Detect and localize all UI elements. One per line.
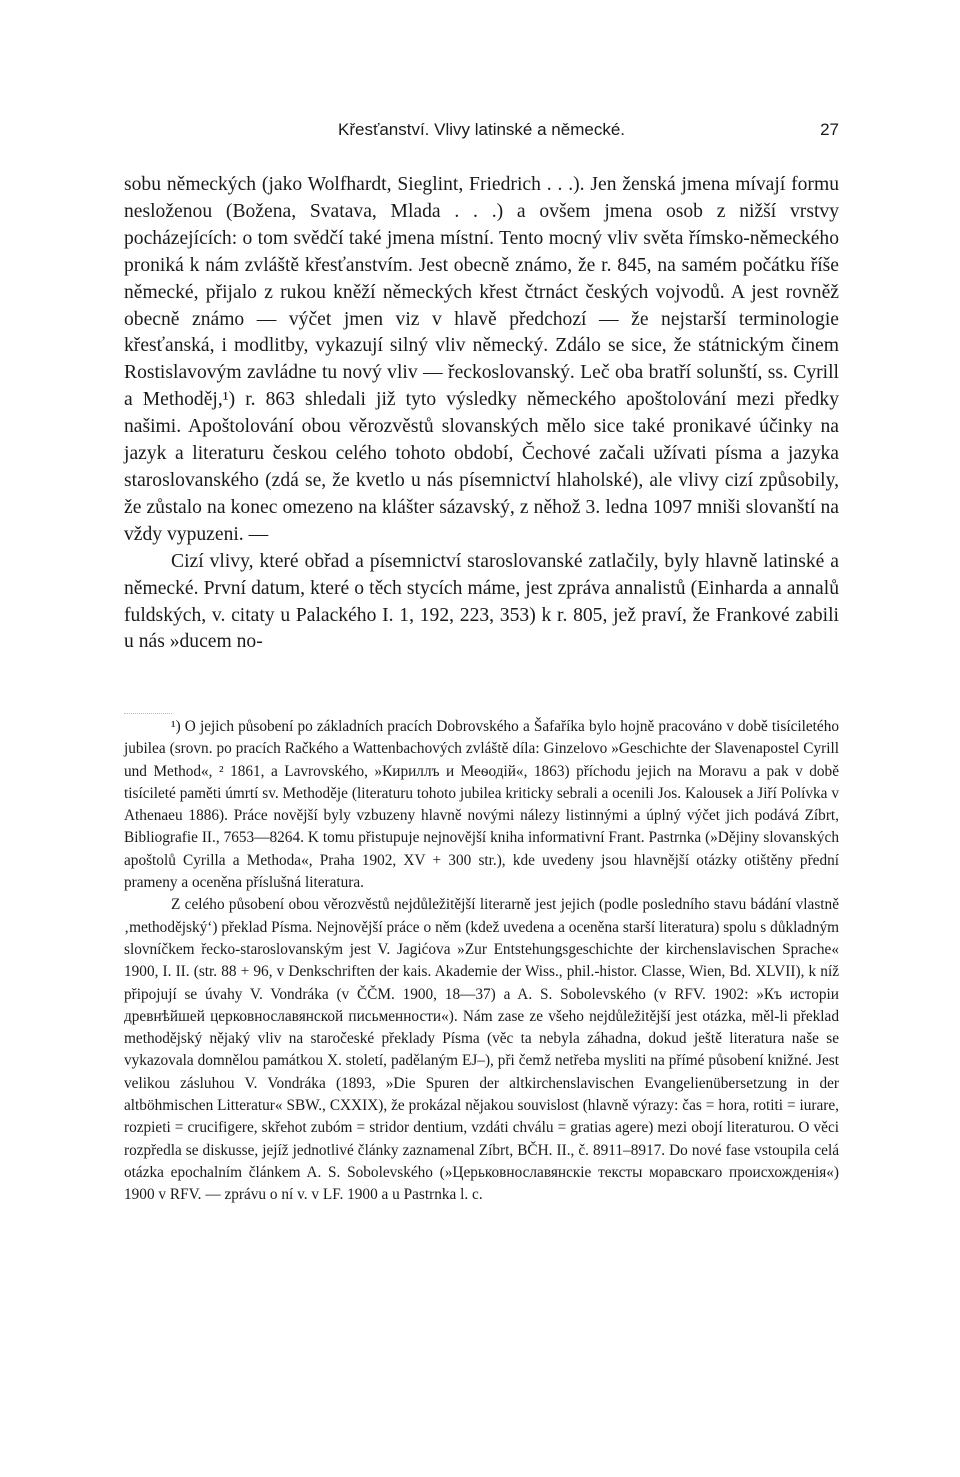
footnote-separator <box>124 713 172 714</box>
running-header <box>124 120 839 144</box>
footnote-2: Z celého působení obou věrozvěstů nejdůležitější literarně jest jejich (podle posledního stavu bádání vlastně ‚methodějský‘) překlad Písma. Nejnovější práce o něm (kdež uvedena a oceněna starší literatura) spolu s důkladným slovníčkem řecko-staroslovanským jest V. Jagićova »Zur Entstehungsgeschichte der kirchenslavischen Sprache« 1900, I. II. (str. 88 + 96, v Denkschriften der kais. Akademie der Wiss., phil.-histor. Classe, Wien, Bd. XLVII), k níž připojují se úvahy V. Vondráka (v ČČM. 1900, 18—37) a A. S. Sobolevského (v RFV. 1902: »Къ исторіи древнѣйшей церковнославянской письменности«). Nám zase ze všeho nejdůležitější jest otázka, měl-li překlad methodějský nějaký vliv na staročeské překlady Písma (věc ta nebyla záhadna, dokud ještě literatura naše se vykazovala domnělou památkou X. století, padělaným EJ–), při čemž netřeba mysliti na přímé působení knižné. Jest velikou zásluhou V. Vondráka (1893, »Die Spuren der altkirchenslavischen Evangelienübersetzung in der altböhmischen Litteratur« SBW., CXXIX), že prokázal nějakou souvislost (hlavně výrazy: čas = hora, rotiti = iurare, rozpieti = crucifigere, skřehot zubóm = stridor dentium, vzdáti chválu = gratias agere) mezi obojí literaturou. O věci rozpředla se diskusse, jejíž jednotlivé články zaznamenal Zíbrt, BČH. II., č. 8911–8917. Do nové fase vstoupila celá otázka epochalním článkem A. S. Sobolevského (»Церьковнославянскіе тексты моравскаго происхожденія«) 1900 v RFV. — zprávu o ní v. v LF. 1900 a u Pastrnka l. c. <box>124 896 839 1204</box>
main-text <box>124 172 839 656</box>
footnotes <box>124 716 839 1207</box>
footnote-1: ¹) O jejich působení po základních pracích Dobrovského a Šafaříka bylo hojně pracováno v době tisíciletého jubilea (srovn. po pracích Račkého a Wattenbachových zvláště díla: Ginzelovo »Geschichte der Slavenapostel Cyrill und Method«, ² 1861, a Lavrovského, »Кириллъ и Меѳодій«, 1863) příchodu jejich na Moravu a pak v době tisícileté paměti úmrtí sv. Methoděje (literaturu tohoto jubilea kriticky sebrali a ocenili Jos. Kalousek a Jiří Polívka v Athenaeu 1886). Práce novější byly vzbuzeny hlavně novými nálezy listinnými a úplný výčet jich podává Zíbrt, Bibliografie II., 7653—8264. K tomu přistupuje nejnovější kniha informativní Frant. Pastrnka (»Dějiny slovanských apoštolů Cyrilla a Methoda«, Praha 1902, XV + 300 str.), kde uvedeny jsou hlavnější otázky otištěny přední prameny a oceněna příslušná literatura. <box>124 718 839 892</box>
page-number: 27 <box>820 120 839 139</box>
running-title: Křesťanství. Vlivy latinské a německé. <box>338 120 625 139</box>
body-paragraph-1: sobu německých (jako Wolfhardt, Sieglint, Friedrich . . .). Jen ženská jmena mívají formu nesloženou (Božena, Svatava, Mlada . . .) a ovšem jmena osob z nižší vrstvy pocházejících: o tom svědčí také jmena místní. Tento mocný vliv světa římsko-německého proniká k nám zvláště křesťanstvím. Jest obecně známo, že r. 845, na samém počátku říše německé, přijalo z rukou kněží německých křest čtrnáct českých vojvodů. A jest rovněž obecně známo — výčet jmen viz v hlavě předchozí — že nejstarší terminologie křesťanská, i modlitby, vykazují silný vliv německý. Zdálo se sice, že státnickým činem Rostislavovým zavládne tu nový vliv — řeckoslovanský. Leč oba bratří solunští, ss. Cyrill a Methoděj,¹) r. 863 shledali již tyto výsledky německého apoštolování mezi předky našimi. Apoštolování obou věrozvěstů slovanských mělo sice také pronikavé účinky na jazyk a literaturu českou celého tohoto období, Čechové začali užívati písma a jazyka staroslovanského (zdá se, že kvetlo u nás písemnictví hlaholské), ale vlivy cizí způsobily, že zůstalo na konec omezeno na klášter sázavský, z něhož 3. ledna 1097 mniši slovanští na vždy vypuzeni. — <box>124 174 839 545</box>
body-paragraph-2: Cizí vlivy, které obřad a písemnictví staroslovanské zatlačily, byly hlavně latinské a německé. První datum, které o těch stycích máme, jest zpráva annalistů (Einharda a annalů fuldských, v. citaty u Palackého I. 1, 192, 223, 353) k r. 805, jež praví, že Frankové zabili u nás »ducem no- <box>124 550 839 653</box>
